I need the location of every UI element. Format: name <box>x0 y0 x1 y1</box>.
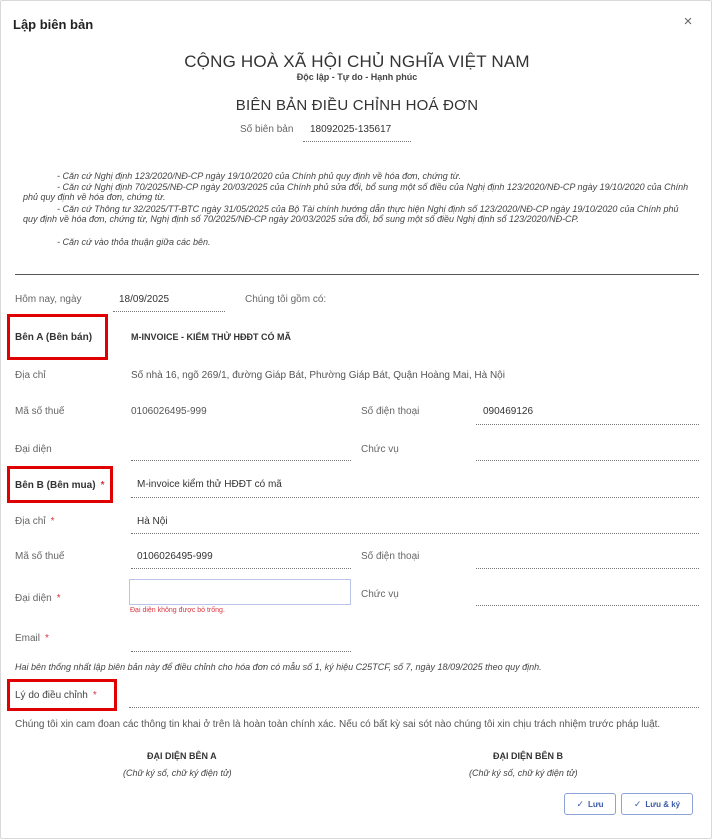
party-b-rep-label: Đại diện * <box>15 593 61 604</box>
commitment-text: Chúng tôi xin cam đoan các thông tin khai ở trên là hoàn toàn chính xác. Nếu có bất kỳ sai sót nào chúng tôi xin chịu trách nhiệm trước pháp luật. <box>15 719 661 730</box>
date-underline <box>113 311 225 312</box>
close-icon[interactable]: × <box>683 13 693 30</box>
save-button-label: Lưu <box>587 799 604 809</box>
party-a-rep-label: Đại diện <box>15 444 52 455</box>
signature-a-title: ĐẠI DIỆN BÊN A <box>147 751 217 761</box>
party-a-phone[interactable]: 090469126 <box>483 406 534 417</box>
save-button[interactable] <box>564 793 616 815</box>
party-b-phone-field[interactable] <box>476 568 699 569</box>
document-title: BIÊN BẢN ĐIỀU CHỈNH HOÁ ĐƠN <box>235 97 479 114</box>
legal-separator <box>15 274 699 275</box>
party-a-position-field[interactable] <box>476 460 699 461</box>
save-and-sign-button[interactable] <box>621 793 693 815</box>
check-icon: ✓ <box>576 798 584 809</box>
legal-basis-1: - Căn cứ Nghị định 123/2020/NĐ-CP ngày 19/10/2020 của Chính phủ quy định về hóa đơn, chứng từ. <box>57 171 461 181</box>
record-number-label: Số biên bản <box>240 124 294 135</box>
party-b-position-label: Chức vụ <box>361 589 399 600</box>
party-a-rep-field[interactable] <box>131 460 351 461</box>
signature-a-note: (Chữ ký số, chữ ký điện tử) <box>123 768 232 778</box>
signature-b-note: (Chữ ký số, chữ ký điện tử) <box>469 768 578 778</box>
party-b-address-underline <box>131 533 699 534</box>
party-b-address-label: Địa chỉ * <box>15 516 55 527</box>
reason-field[interactable] <box>129 707 699 708</box>
party-a-address-label: Địa chỉ <box>15 370 46 381</box>
party-a-tax: 0106026495-999 <box>131 406 207 417</box>
agreement-text: Hai bên thống nhất lập biên bản này để điều chỉnh cho hóa đơn có mẫu số 1, ký hiệu C25TCF, số 7, ngày 18/09/2025 theo quy định. <box>15 662 542 672</box>
party-b-address-input[interactable]: Hà Nội <box>137 516 168 527</box>
party-b-phone-label: Số điện thoại <box>361 551 420 562</box>
party-b-tax-underline <box>131 568 351 569</box>
party-a-position-label: Chức vụ <box>361 444 399 455</box>
legal-basis-4: - Căn cứ vào thỏa thuận giữa các bên. <box>57 237 211 247</box>
check-icon: ✓ <box>633 798 642 809</box>
reason-label: Lý do điều chỉnh * <box>15 690 97 701</box>
party-b-rep-error: Đại diện không được bỏ trống. <box>130 607 225 614</box>
party-b-position-field[interactable] <box>476 605 699 606</box>
modal-title: Lập biên bản <box>13 17 94 32</box>
party-a-address: Số nhà 16, ngõ 269/1, đường Giáp Bát, Phường Giáp Bát, Quận Hoàng Mai, Hà Nội <box>131 370 505 381</box>
party-a-phone-label: Số điện thoại <box>361 406 420 417</box>
legal-basis-3: - Căn cứ Thông tư 32/2025/TT-BTC ngày 31/05/2025 của Bộ Tài chính hướng dẫn thực hiện Nghị định số 123/2020/NĐ-CP ngày 19/10/2020 của Chính phủ quy định về hóa đơn, chứng từ, Nghị định số 70/2025/NĐ-CP ngày 20/03/2025 sửa đổi, bổ sung một số điều Nghị định số 123/2020/NĐ-CP. <box>23 204 679 224</box>
party-a-label: Bên A (Bên bán) <box>15 332 93 343</box>
party-b-email-field[interactable] <box>131 651 351 652</box>
motto: Độc lập - Tự do - Hạnh phúc <box>296 72 418 82</box>
party-b-tax-label: Mã số thuế <box>15 551 65 562</box>
save-and-sign-label: Lưu & ký <box>645 799 681 809</box>
nation-heading: CỘNG HOÀ XÃ HỘI CHỦ NGHĨA VIỆT NAM <box>184 52 530 71</box>
party-b-rep-input[interactable] <box>129 579 351 605</box>
party-b-label: Bên B (Bên mua) * <box>15 480 105 491</box>
date-label: Hôm nay, ngày <box>15 294 82 305</box>
parties-label: Chúng tôi gồm có: <box>245 294 327 305</box>
legal-basis-2: - Căn cứ Nghị định 70/2025/NĐ-CP ngày 20/03/2025 của Chính phủ sửa đổi, bổ sung một số điều của Nghị định 123/2020/NĐ-CP ngày 19/10/2020 của Chính phủ quy định về hóa đơn, chứng từ. <box>23 182 689 202</box>
record-number-underline <box>303 141 411 142</box>
party-b-name-input[interactable]: M-invoice kiểm thử HĐĐT có mã <box>137 479 282 490</box>
date-value[interactable]: 18/09/2025 <box>119 294 170 305</box>
party-b-name-underline <box>131 497 699 498</box>
party-a-tax-label: Mã số thuế <box>15 406 65 417</box>
record-number-value[interactable]: 18092025-135617 <box>310 124 392 135</box>
signature-b-title: ĐẠI DIỆN BÊN B <box>493 751 564 761</box>
party-a-name: M-INVOICE - KIỂM THỬ HĐĐT CÓ MÃ <box>131 332 291 342</box>
party-b-tax-input[interactable]: 0106026495-999 <box>137 551 213 562</box>
party-b-email-label: Email * <box>15 633 49 644</box>
party-a-phone-underline <box>476 424 699 425</box>
